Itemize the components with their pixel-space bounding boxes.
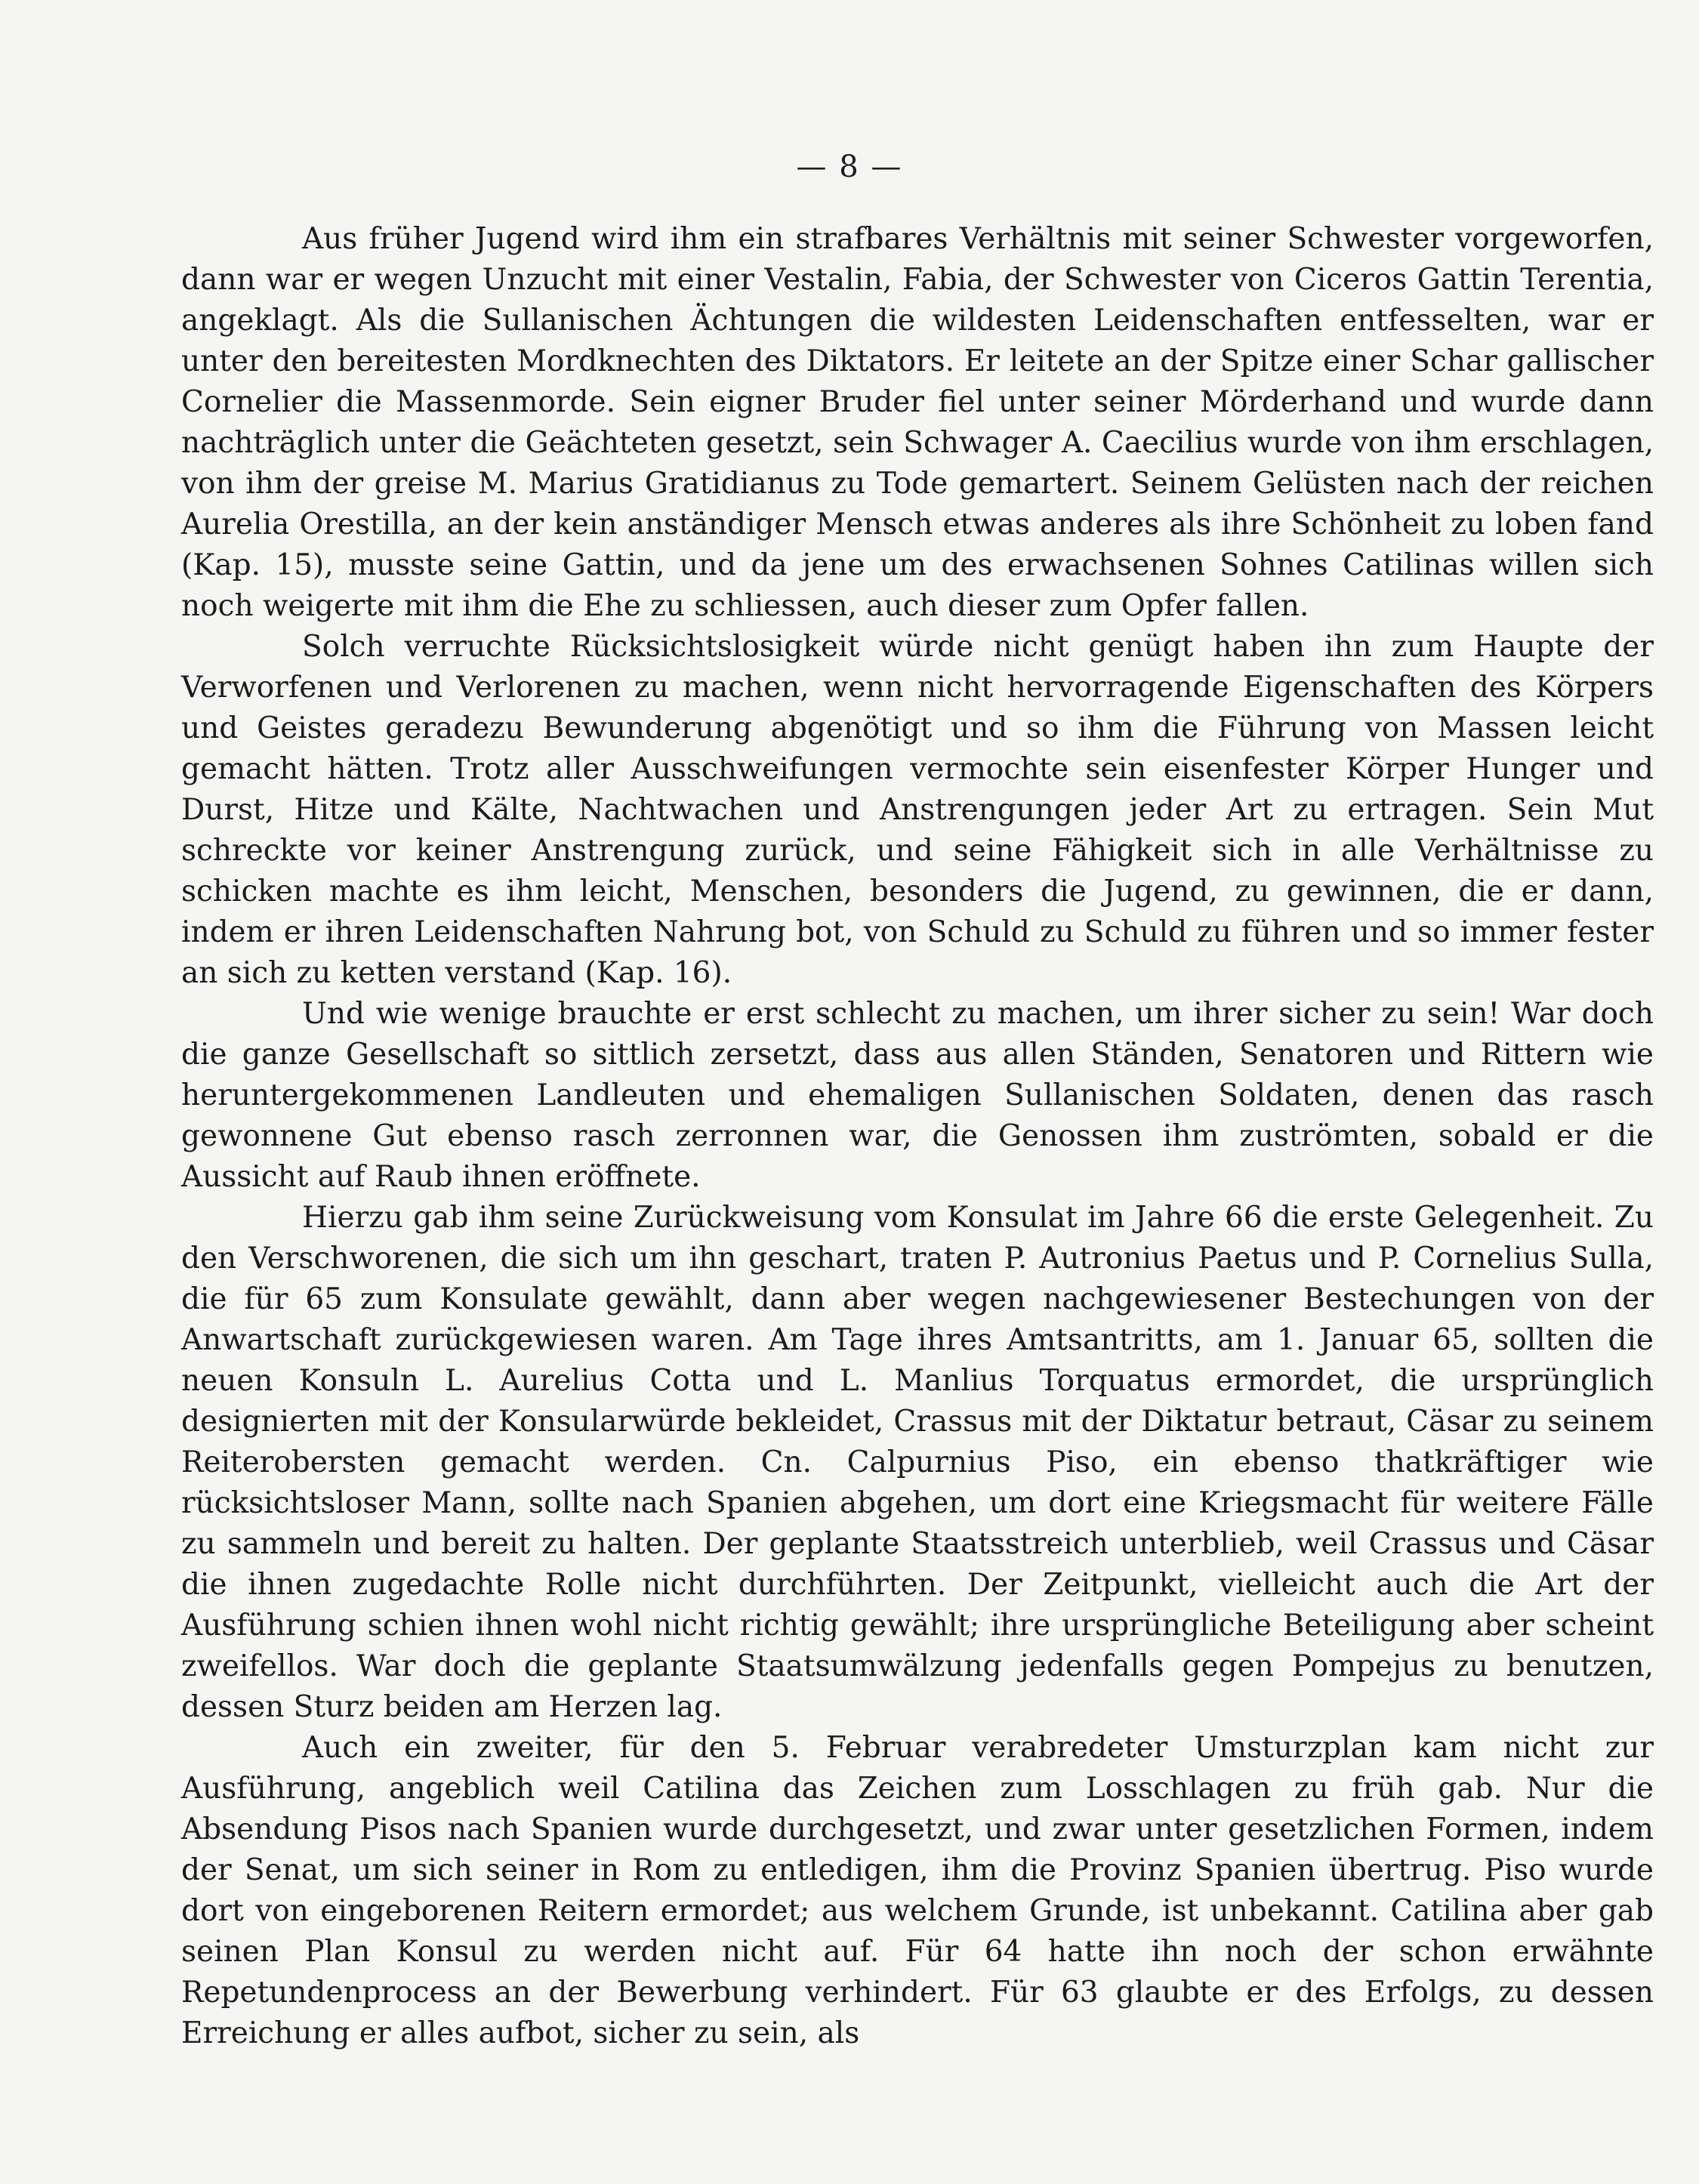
page-number: — 8 —: [796, 150, 903, 184]
body-text: [181, 219, 1654, 2054]
paragraph-2: Solch verruchte Rücksichtslosigkeit würde nicht genügt haben ihn zum Haupte der Verworfenen und Verlorenen zu machen, wenn nicht hervorragende Eigenschaften des Körpers und Geistes geradezu Bewunderung abgenötigt und so ihm die Führung von Massen leicht gemacht hätten. Trotz aller Ausschweifungen vermochte sein eisenfester Körper Hunger und Durst, Hitze und Kälte, Nachtwachen und Anstrengungen jeder Art zu ertragen. Sein Mut schreckte vor keiner Anstrengung zurück, und seine Fähigkeit sich in alle Verhältnisse zu schicken machte es ihm leicht, Menschen, besonders die Jugend, zu gewinnen, die er dann, indem er ihren Leidenschaften Nahrung bot, von Schuld zu Schuld zu führen und so immer fester an sich zu ketten verstand (Kap. 16).: [181, 630, 1654, 990]
paragraph-1: Aus früher Jugend wird ihm ein strafbares Verhältnis mit seiner Schwester vorgeworfen, dann war er wegen Unzucht mit einer Vestalin, Fabia, der Schwester von Ciceros Gattin Terentia, angeklagt. Als die Sullanischen Ächtungen die wildesten Leidenschaften entfesselten, war er unter den bereitesten Mordknechten des Diktators. Er leitete an der Spitze einer Schar gallischer Cornelier die Massenmorde. Sein eigner Bruder fiel unter seiner Mörderhand und wurde dann nachträglich unter die Geächteten gesetzt, sein Schwager A. Caecilius wurde von ihm erschlagen, von ihm der greise M. Marius Gratidianus zu Tode gemartert. Seinem Gelüsten nach der reichen Aurelia Orestilla, an der kein anständiger Mensch etwas anderes als ihre Schönheit zu loben fand (Kap. 15), musste seine Gattin, und da jene um des erwachsenen Sohnes Catilinas willen sich noch weigerte mit ihm die Ehe zu schliessen, auch dieser zum Opfer fallen.: [181, 222, 1654, 623]
paragraph-3: Und wie wenige brauchte er erst schlecht zu machen, um ihrer sicher zu sein! War doch die ganze Gesellschaft so sittlich zersetzt, dass aus allen Ständen, Senatoren und Rittern wie heruntergekommenen Landleuten und ehemaligen Sullanischen Soldaten, denen das rasch gewonnene Gut ebenso rasch zerronnen war, die Genossen ihm zuströmten, sobald er die Aussicht auf Raub ihnen eröffnete.: [181, 997, 1654, 1194]
paragraph-4: Hierzu gab ihm seine Zurückweisung vom Konsulat im Jahre 66 die erste Gelegenheit. Zu den Verschworenen, die sich um ihn geschart, traten P. Autronius Paetus und P. Cornelius Sulla, die für 65 zum Konsulate gewählt, dann aber wegen nachgewiesener Bestechungen von der Anwartschaft zurückgewiesen waren. Am Tage ihres Amtsantritts, am 1. Januar 65, sollten die neuen Konsuln L. Aurelius Cotta und L. Manlius Torquatus ermordet, die ursprünglich designierten mit der Konsularwürde bekleidet, Crassus mit der Diktatur betraut, Cäsar zu seinem Reiterobersten gemacht werden. Cn. Calpurnius Piso, ein ebenso thatkräftiger wie rücksichtsloser Mann, sollte nach Spanien abgehen, um dort eine Kriegsmacht für weitere Fälle zu sammeln und bereit zu halten. Der geplante Staatsstreich unterblieb, weil Crassus und Cäsar die ihnen zugedachte Rolle nicht durchführten. Der Zeitpunkt, vielleicht auch die Art der Ausführung schien ihnen wohl nicht richtig gewählt; ihre ursprüngliche Beteiligung aber scheint zweifellos. War doch die geplante Staatsumwälzung jedenfalls gegen Pompejus zu benutzen, dessen Sturz beiden am Herzen lag.: [181, 1201, 1654, 1724]
paragraph-5: Auch ein zweiter, für den 5. Februar verabredeter Umsturzplan kam nicht zur Ausführung, angeblich weil Catilina das Zeichen zum Losschlagen zu früh gab. Nur die Absendung Pisos nach Spanien wurde durchgesetzt, und zwar unter gesetzlichen Formen, indem der Senat, um sich seiner in Rom zu entledigen, ihm die Provinz Spanien übertrug. Piso wurde dort von eingeborenen Reitern ermordet; aus welchem Grunde, ist unbekannt. Catilina aber gab seinen Plan Konsul zu werden nicht auf. Für 64 hatte ihn noch der schon erwähnte Repetundenprocess an der Bewerbung verhindert. Für 63 glaubte er des Erfolgs, zu dessen Erreichung er alles aufbot, sicher zu sein, als: [181, 1731, 1654, 2050]
